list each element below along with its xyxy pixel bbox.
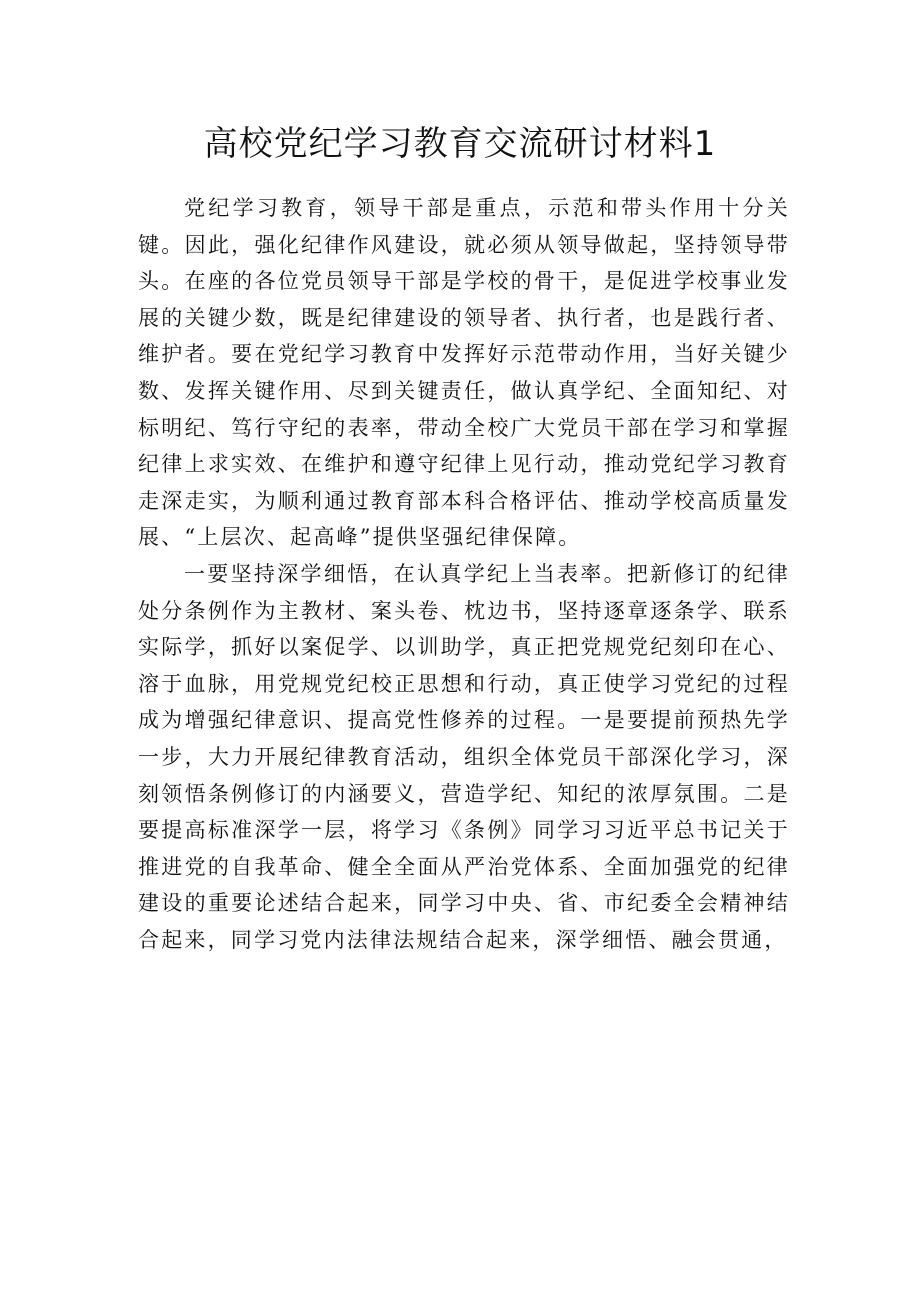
document-title: 高校党纪学习教育交流研讨材料1 (203, 124, 717, 164)
document-body (138, 190, 790, 958)
paragraph-2: 一要坚持深学细悟，在认真学纪上当表率。把新修订的纪律处分条例作为主教材、案头卷、枕边书，坚持逐章逐条学、联系实际学，抓好以案促学、以训助学，真正把党规党纪刻印在心、溶于血脉，用党规党纪校正思想和行动，真正使学习党纪的过程成为增强纪律意识、提高党性修养的过程。一是要提前预热先学一步，大力开展纪律教育活动，组织全体党员干部深化学习，深刻领悟条例修订的内涵要义，营造学纪、知纪的浓厚氛围。二是要提高标准深学一层，将学习《条例》同学习习近平总书记关于推进党的自我革命、健全全面从严治党体系、全面加强党的纪律建设的重要论述结合起来，同学习中央、省、市纪委全会精神结合起来，同学习党内法律法规结合起来，深学细悟、融会贯通， (138, 561, 790, 952)
paragraph-1: 党纪学习教育，领导干部是重点，示范和带头作用十分关键。因此，强化纪律作风建设，就必须从领导做起，坚持领导带头。在座的各位党员领导干部是学校的骨干，是促进学校事业发展的关键少数，既是纪律建设的领导者、执行者，也是践行者、维护者。要在党纪学习教育中发挥好示范带动作用，当好关键少数、发挥关键作用、尽到关键责任，做认真学纪、全面知纪、对标明纪、笃行守纪的表率，带动全校广大党员干部在学习和掌握纪律上求实效、在维护和遵守纪律上见行动，推动党纪学习教育走深走实，为顺利通过教育部本科合格评估、推动学校高质量发展、“上层次、起高峰”提供坚强纪律保障。 (138, 196, 790, 550)
